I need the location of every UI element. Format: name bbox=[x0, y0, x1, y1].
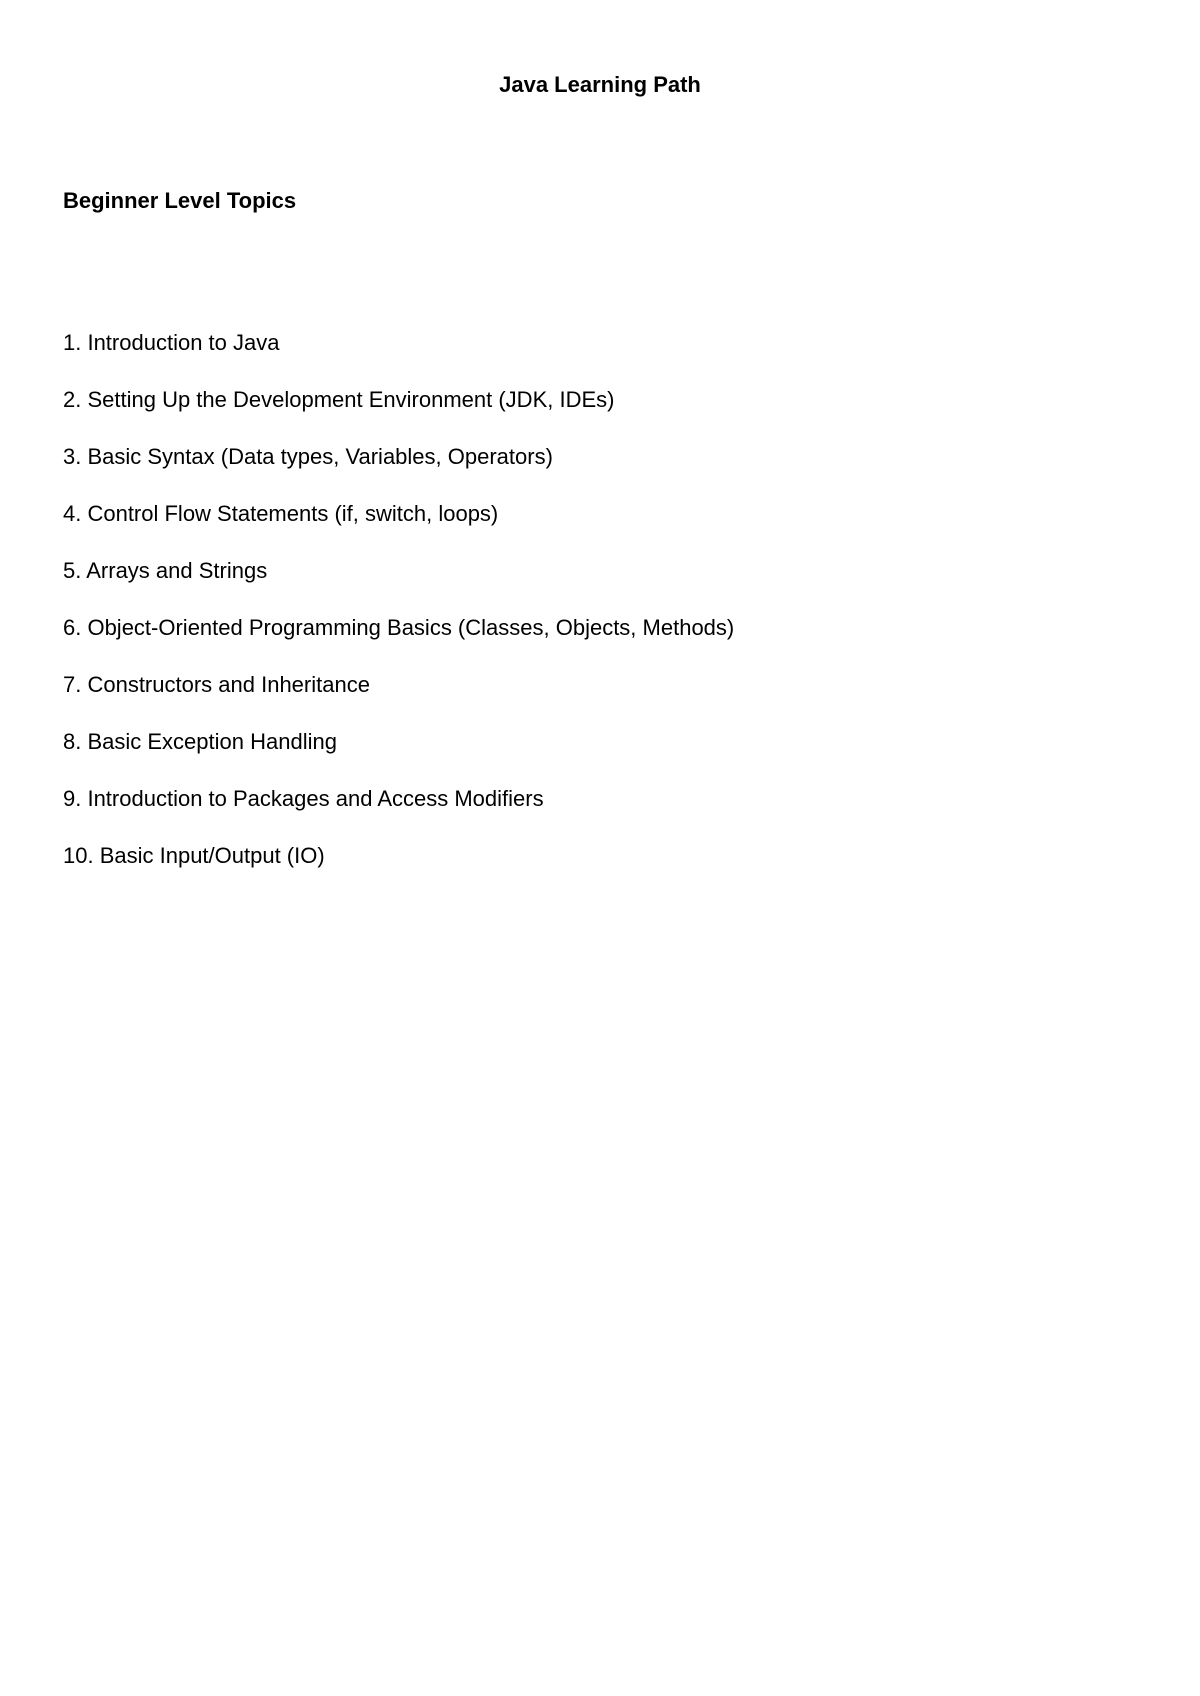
topic-item: 9. Introduction to Packages and Access Modifiers bbox=[63, 786, 544, 811]
topic-item: 4. Control Flow Statements (if, switch, loops) bbox=[63, 501, 499, 526]
topic-item: 6. Object-Oriented Programming Basics (Classes, Objects, Methods) bbox=[63, 615, 735, 640]
topic-item: 5. Arrays and Strings bbox=[63, 558, 268, 583]
topic-item: 1. Introduction to Java bbox=[63, 330, 280, 355]
section-heading: Beginner Level Topics bbox=[63, 188, 297, 213]
topic-item: 7. Constructors and Inheritance bbox=[63, 672, 370, 697]
topic-item: 10. Basic Input/Output (IO) bbox=[63, 843, 325, 868]
topic-item: 2. Setting Up the Development Environment (JDK, IDEs) bbox=[63, 387, 615, 412]
topic-list bbox=[63, 328, 734, 898]
topic-item: 3. Basic Syntax (Data types, Variables, Operators) bbox=[63, 444, 553, 469]
document-title: Java Learning Path bbox=[499, 72, 701, 97]
topic-item: 8. Basic Exception Handling bbox=[63, 729, 337, 754]
